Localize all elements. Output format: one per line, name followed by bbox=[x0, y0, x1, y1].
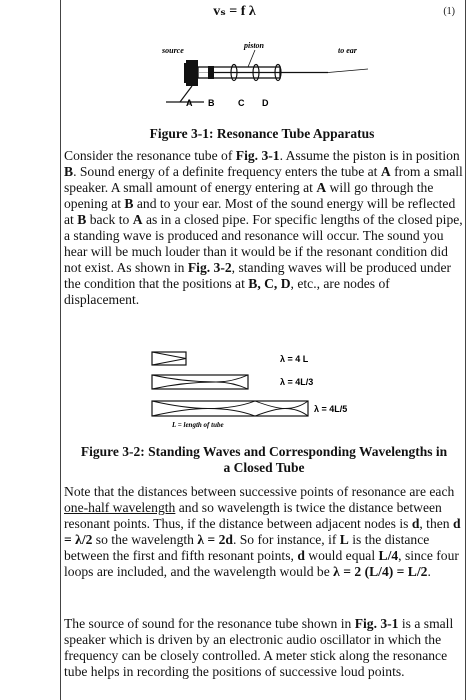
para1-segment: B bbox=[124, 196, 134, 211]
para2-segment: d bbox=[411, 516, 420, 531]
para1-segment: Fig. 3-2 bbox=[187, 260, 232, 275]
para2-segment: . bbox=[427, 564, 431, 579]
wave-1-label: λ = 4 L bbox=[280, 354, 309, 364]
wave-3-label: λ = 4L/5 bbox=[314, 404, 348, 414]
figure-1-caption: Figure 3-1: Resonance Tube Apparatus bbox=[149, 126, 375, 141]
label-source: source bbox=[162, 46, 184, 55]
label-to-ear: to ear bbox=[338, 46, 357, 55]
para1-segment: Consider the resonance tube of bbox=[64, 148, 236, 163]
para1-segment: from a small speaker. A small amount of energy entering at bbox=[64, 164, 463, 195]
para1-segment: B bbox=[77, 212, 87, 227]
para1-segment: A bbox=[132, 212, 143, 227]
point-label-b: B bbox=[208, 98, 215, 108]
speaker-icon bbox=[184, 60, 198, 86]
para1-segment: B, C, D bbox=[248, 276, 291, 291]
para1-segment: B bbox=[64, 164, 74, 179]
para2-segment: would equal bbox=[304, 548, 379, 563]
equation: vₛ = f λ bbox=[213, 4, 256, 19]
para2-segment: is the distance between the first and fifth resonant points, bbox=[64, 532, 430, 563]
para2-segment: , then bbox=[419, 516, 453, 531]
right-margin-line bbox=[465, 0, 466, 700]
para2-segment: d bbox=[297, 548, 305, 563]
wave-3 bbox=[152, 401, 308, 416]
para1-segment: . Sound energy of a definite frequency enters the tube at bbox=[73, 164, 381, 179]
para2-segment: d = λ/2 bbox=[64, 516, 461, 547]
para2-segment: L bbox=[339, 532, 349, 547]
label-piston: piston bbox=[244, 41, 265, 50]
left-margin-line bbox=[60, 0, 61, 700]
para3-segment: Fig. 3-1 bbox=[354, 616, 399, 631]
para2-segment: L/4 bbox=[378, 548, 399, 563]
point-label-d: D bbox=[262, 98, 269, 108]
para2-segment: one-half wavelength bbox=[64, 500, 176, 515]
wave-2 bbox=[152, 375, 248, 389]
equation-number: (1) bbox=[443, 6, 455, 17]
stand bbox=[166, 86, 204, 102]
para2-segment: λ = 2 (L/4) = L/2 bbox=[333, 564, 428, 579]
resonance-tube-figure bbox=[140, 36, 380, 120]
paragraph-3 bbox=[64, 616, 463, 680]
point-label-c: C bbox=[238, 98, 245, 108]
para2-segment: , since four loops are included, and the wavelength would be bbox=[64, 548, 459, 579]
para2-segment: so the wavelength bbox=[92, 532, 198, 547]
para2-segment: λ = 2d bbox=[197, 532, 233, 547]
wave-2-label: λ = 4L/3 bbox=[280, 377, 314, 387]
para1-segment: as in a closed pipe. For specific lengths of the closed pipe, a standing wave is produced and resonance will occur. The sound you hear will be much louder than it would be if the resonant condition did not exist. As shown in bbox=[64, 212, 463, 275]
para1-segment: A bbox=[316, 180, 327, 195]
para2-segment: . So for instance, if bbox=[232, 532, 340, 547]
para1-segment: . Assume the piston is in position bbox=[279, 148, 460, 163]
para1-segment: A bbox=[380, 164, 391, 179]
para1-segment: , standing waves will be produced under the condition that the positions at bbox=[64, 260, 452, 291]
para1-segment: will go through the opening at bbox=[64, 180, 434, 211]
length-note: L = length of tube bbox=[172, 421, 224, 429]
paragraph-2 bbox=[64, 484, 463, 580]
para3-segment: The source of sound for the resonance tube shown in bbox=[64, 616, 355, 631]
para1-segment: and to your ear. Most of the sound energy will be reflected at bbox=[64, 196, 456, 227]
wave-1 bbox=[152, 352, 186, 365]
para2-segment: Note that the distances between successive points of resonance are each bbox=[64, 484, 455, 499]
paragraph-1 bbox=[64, 148, 463, 308]
figure-2-caption-line-1: Figure 3-2: Standing Waves and Corresponding Wavelengths in bbox=[80, 444, 448, 459]
para1-segment: back to bbox=[86, 212, 133, 227]
point-label-a: A bbox=[186, 98, 193, 108]
standing-waves-figure bbox=[150, 347, 380, 437]
para2-segment: and so wavelength is twice the distance between resonant points. Thus, if the distance between adjacent nodes is bbox=[64, 500, 442, 531]
para1-segment: Fig. 3-1 bbox=[235, 148, 280, 163]
figure-2-caption-line-2: a Closed Tube bbox=[223, 460, 305, 475]
para3-segment: is a small speaker which is driven by an electronic audio oscillator in which the frequency can be closely controlled. A meter stick along the resonance tube helps in recording the positions of successive loud points. bbox=[64, 616, 454, 679]
para1-segment: , etc., are nodes of displacement. bbox=[64, 276, 390, 307]
